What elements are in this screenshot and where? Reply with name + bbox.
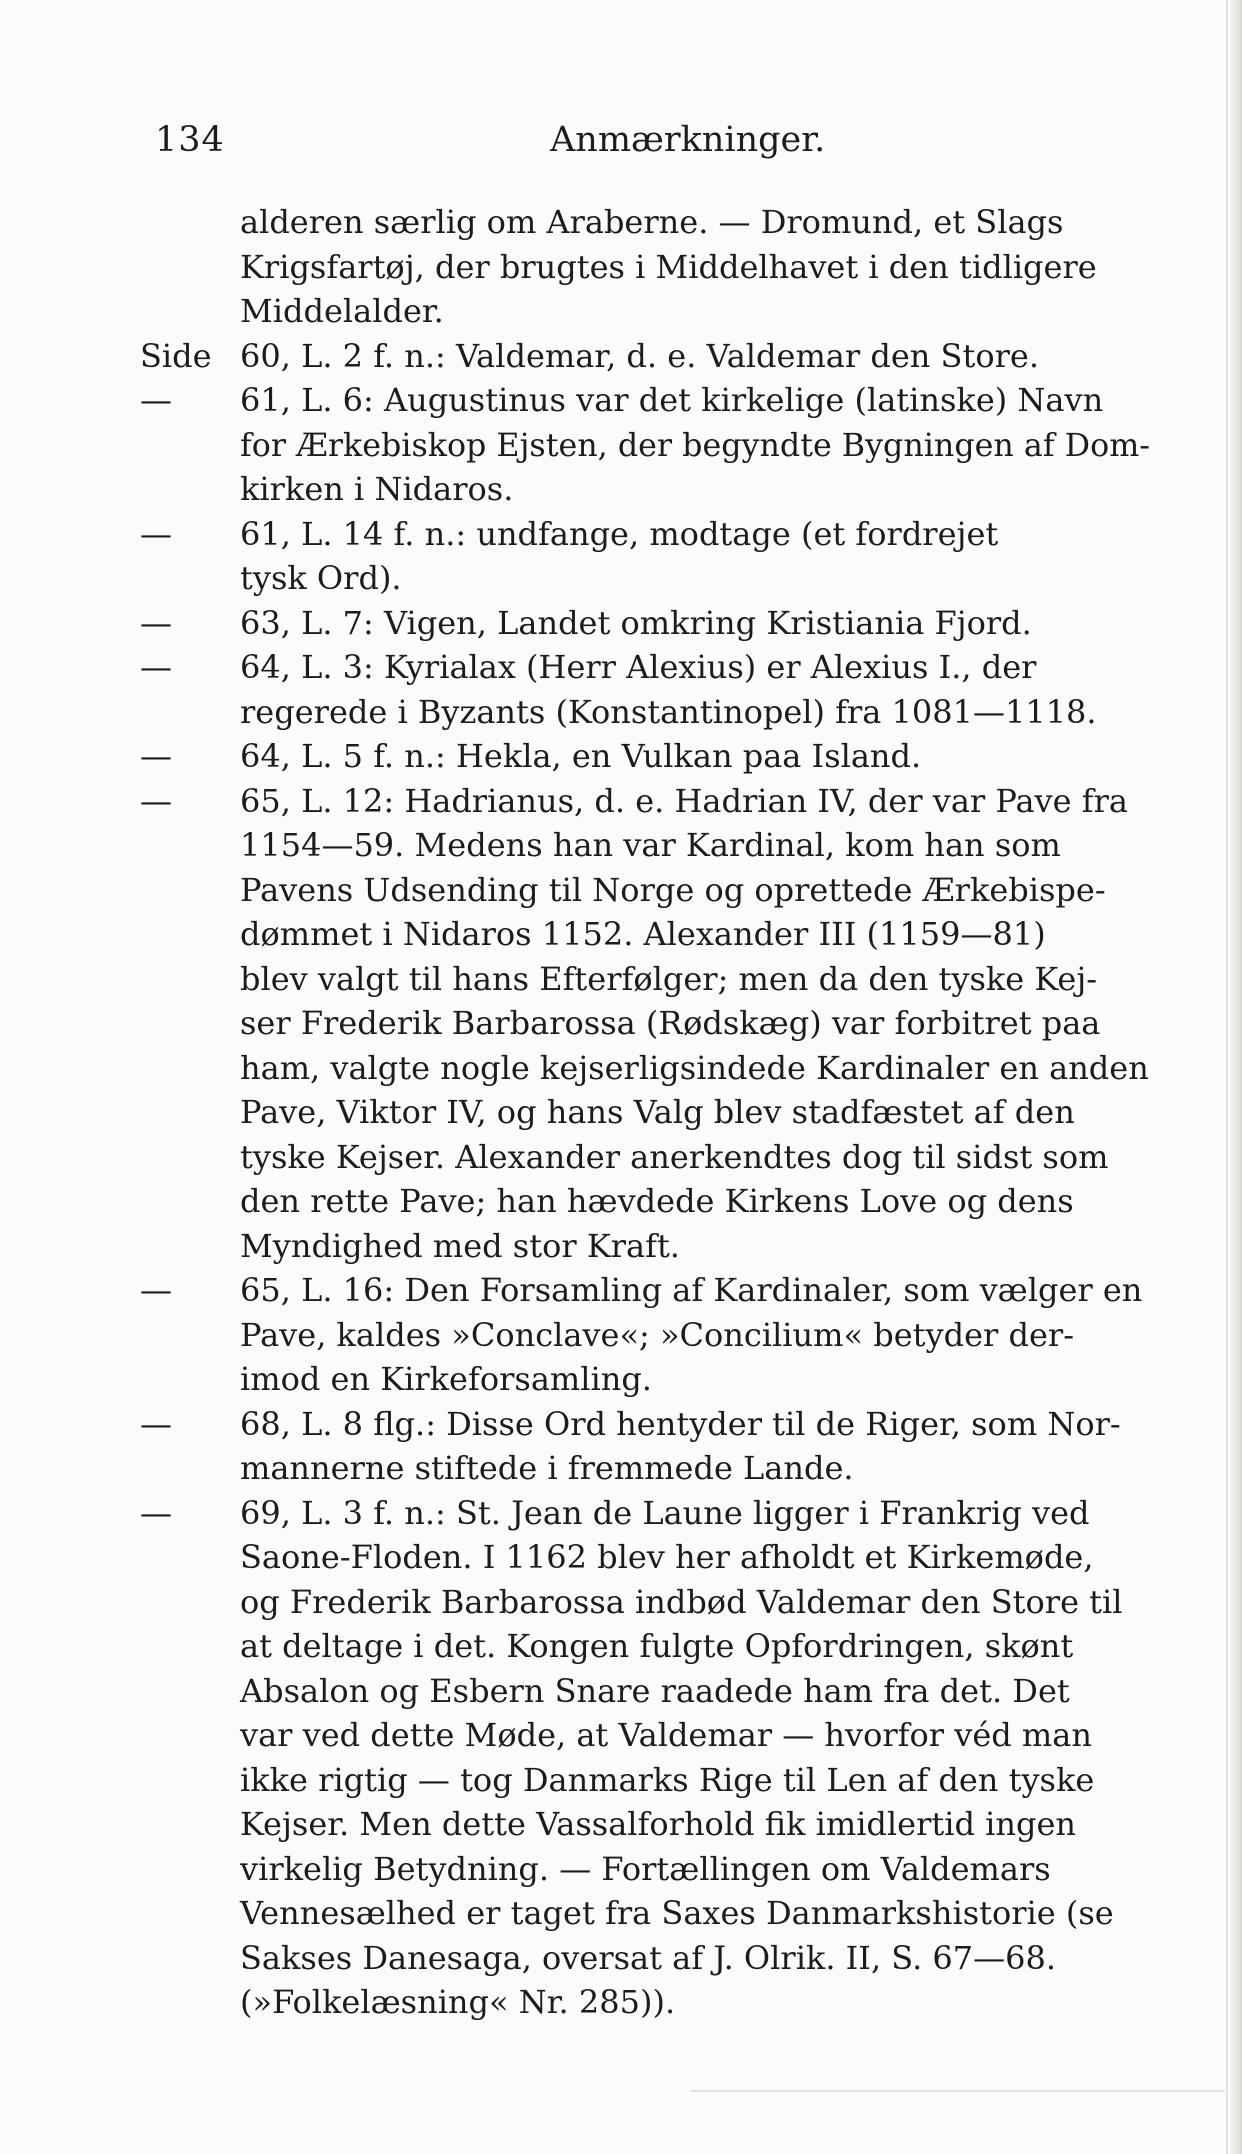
line-text: 61, L. 14 f. n.: undfange, modtage (et fordrejet — [240, 514, 999, 553]
line-text: 64, L. 3: Kyrialax (Herr Alexius) er Alexius I., der — [240, 648, 1037, 686]
text-line — [140, 1535, 1150, 1580]
line-text: 1154—59. Medens han var Kardinal, kom han som — [240, 826, 1061, 864]
text-line — [140, 1046, 1150, 1091]
text-line — [140, 1936, 1150, 1981]
margin-label: — — [140, 603, 172, 642]
text-line — [140, 1891, 1150, 1936]
line-text: 65, L. 12: Hadrianus, d. e. Hadrian IV, der var Pave fra — [240, 781, 1128, 820]
line-text: (»Folkelæsning« Nr. 285)). — [240, 1983, 676, 2021]
line-text: tyske Kejser. Alexander anerkendtes dog til sidst som — [240, 1137, 1109, 1176]
text-line — [140, 823, 1150, 868]
text-line — [140, 289, 1150, 334]
line-text: 65, L. 16: Den Forsamling af Kardinaler, som vælger en — [240, 1271, 1143, 1309]
line-text: alderen særlig om Araberne. — Dromund, et Slags — [240, 203, 1064, 241]
text-line — [140, 868, 1150, 913]
text-line — [140, 779, 1150, 824]
line-text: tysk Ord). — [240, 559, 402, 597]
text-line — [140, 912, 1150, 957]
line-text: 61, L. 6: Augustinus var det kirkelige (latinske) Navn — [240, 381, 1104, 419]
text-line — [140, 1357, 1150, 1402]
line-text: Saone-Floden. I 1162 blev her afholdt et Kirkemøde, — [240, 1538, 1094, 1576]
text-line — [140, 1713, 1150, 1758]
text-line — [140, 645, 1150, 690]
line-text: Pave, kaldes »Conclave«; »Concilium« betyder der- — [240, 1315, 1075, 1354]
line-text: dømmet i Nidaros 1152. Alexander III (1159—81) — [240, 915, 1046, 953]
line-text: for Ærkebiskop Ejsten, der begyndte Bygningen af Dom- — [240, 425, 1150, 464]
line-text: Myndighed med stor Kraft. — [240, 1226, 680, 1265]
line-text: 63, L. 7: Vigen, Landet omkring Kristiania Fjord. — [240, 603, 1032, 642]
line-text: Kejser. Men dette Vassalforhold fik imidlertid ingen — [240, 1805, 1076, 1843]
text-line — [140, 690, 1150, 735]
text-line — [140, 556, 1150, 601]
line-text: 68, L. 8 flg.: Disse Ord hentyder til de Riger, som Nor- — [240, 1404, 1121, 1443]
margin-label: — — [140, 781, 172, 820]
line-text: at deltage i det. Kongen fulgte Opfordringen, skønt — [240, 1627, 1074, 1665]
text-line — [140, 1847, 1150, 1892]
margin-label: — — [140, 1404, 172, 1443]
line-text: virkelig Betydning. — Fortællingen om Valdemars — [240, 1849, 1051, 1888]
text-line — [140, 601, 1150, 646]
line-text: og Frederik Barbarossa indbød Valdemar den Store til — [240, 1582, 1123, 1621]
line-text: 60, L. 2 f. n.: Valdemar, d. e. Valdemar den Store. — [240, 336, 1039, 375]
page-edge-shadow — [1230, 0, 1242, 2154]
line-text: Absalon og Esbern Snare raadede ham fra det. Det — [240, 1671, 1070, 1710]
text-line — [140, 1224, 1150, 1269]
text-line — [140, 1135, 1150, 1180]
line-text: ham, valgte nogle kejserligsindede Kardinaler en anden — [240, 1048, 1149, 1087]
page-number: 134 — [155, 120, 225, 160]
text-line — [140, 467, 1150, 512]
text-line — [140, 200, 1150, 245]
text-line — [140, 1624, 1150, 1669]
text-line — [140, 1313, 1150, 1358]
line-text: Sakses Danesaga, oversat af J. Olrik. II, S. 67—68. — [240, 1938, 1057, 1977]
text-line — [140, 1268, 1150, 1313]
text-line — [140, 734, 1150, 779]
bottom-rule — [690, 2090, 1225, 2092]
text-line — [140, 1402, 1150, 1447]
line-text: Pave, Viktor IV, og hans Valg blev stadfæstet af den — [240, 1093, 1075, 1131]
text-line — [140, 512, 1150, 557]
margin-label: — — [140, 381, 172, 419]
margin-label: — — [140, 514, 172, 553]
margin-label: — — [140, 1493, 172, 1532]
line-text: regerede i Byzants (Konstantinopel) fra 1081—1118. — [240, 692, 1097, 731]
text-line — [140, 1001, 1150, 1046]
line-text: Krigsfartøj, der brugtes i Middelhavet i den tidligere — [240, 247, 1097, 286]
text-line — [140, 334, 1150, 379]
text-line — [140, 1446, 1150, 1491]
line-text: Middelalder. — [240, 292, 444, 330]
line-text: 69, L. 3 f. n.: St. Jean de Laune ligger i Frankrig ved — [240, 1493, 1090, 1532]
margin-label: — — [140, 648, 172, 686]
text-line — [140, 1179, 1150, 1224]
running-title: Anmærkninger. — [550, 120, 826, 160]
line-text: 64, L. 5 f. n.: Hekla, en Vulkan paa Island. — [240, 737, 922, 775]
line-text: kirken i Nidaros. — [240, 470, 514, 508]
line-text: mannerne stiftede i fremmede Lande. — [240, 1449, 854, 1487]
line-text: var ved dette Møde, at Valdemar — hvorfor véd man — [240, 1716, 1092, 1754]
text-line — [140, 378, 1150, 423]
line-text: ser Frederik Barbarossa (Rødskæg) var forbitret paa — [240, 1004, 1101, 1042]
page-edge-line — [1226, 0, 1228, 2154]
margin-label: — — [140, 737, 172, 775]
text-line — [140, 245, 1150, 290]
text-line — [140, 1758, 1150, 1803]
text-line — [140, 1491, 1150, 1536]
text-line — [140, 1802, 1150, 1847]
annotation-body — [140, 200, 1150, 2025]
text-line — [140, 957, 1150, 1002]
line-text: Vennesælhed er taget fra Saxes Danmarkshistorie (se — [240, 1894, 1114, 1932]
text-line — [140, 1090, 1150, 1135]
line-text: ikke rigtig — tog Danmarks Rige til Len af den tyske — [240, 1760, 1095, 1799]
line-text: Pavens Udsending til Norge og oprettede Ærkebispe- — [240, 870, 1106, 909]
page-header — [155, 120, 1155, 180]
text-line — [140, 1580, 1150, 1625]
text-line — [140, 423, 1150, 468]
text-line — [140, 1669, 1150, 1714]
line-text: blev valgt til hans Efterfølger; men da den tyske Kej- — [240, 959, 1098, 998]
line-text: imod en Kirkeforsamling. — [240, 1360, 652, 1398]
text-line — [140, 1980, 1150, 2025]
line-text: den rette Pave; han hævdede Kirkens Love og dens — [240, 1182, 1074, 1220]
margin-label: Side — [140, 336, 212, 375]
margin-label: — — [140, 1271, 172, 1309]
